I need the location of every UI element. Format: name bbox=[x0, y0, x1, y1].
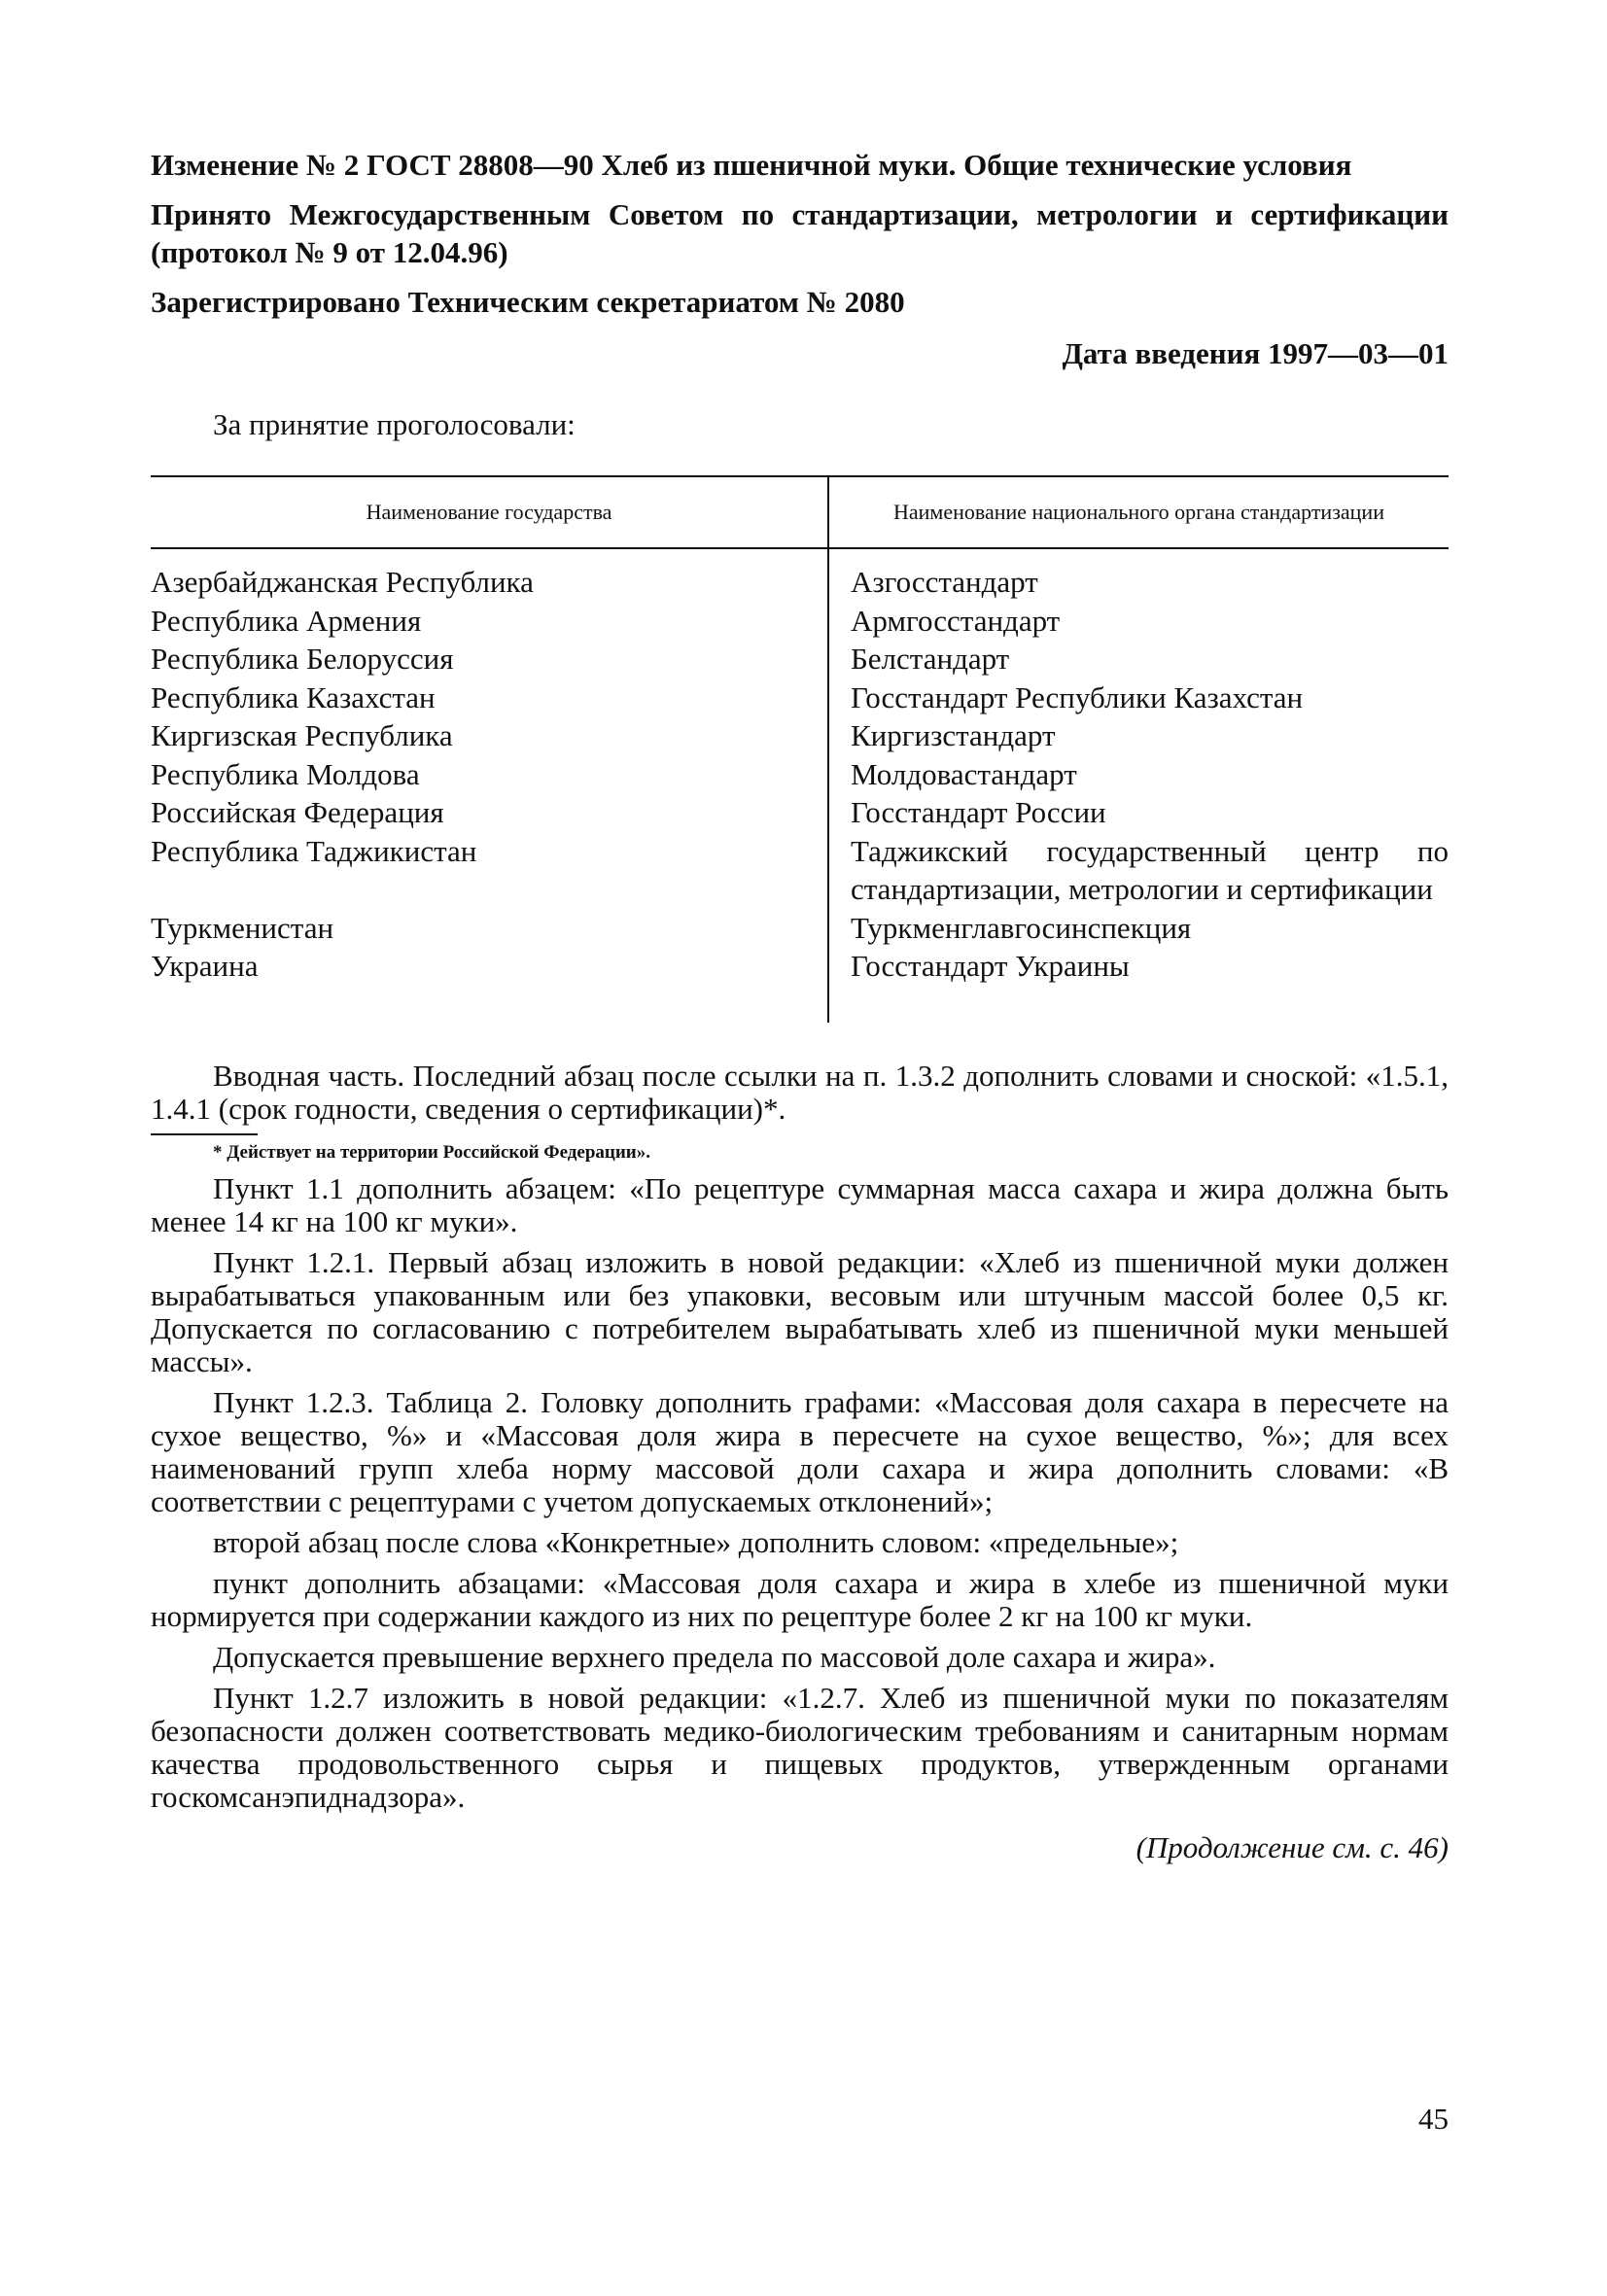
state-name-cell: Республика Казахстан bbox=[151, 678, 828, 717]
paragraph-1-1: Пункт 1.1 дополнить абзацем: «По рецептуре суммарная масса сахара и жира должна быть менее 14 кг на 100 кг муки». bbox=[151, 1170, 1449, 1238]
state-name-cell: Республика Белоруссия bbox=[151, 640, 828, 678]
state-name-cell: Республика Армения bbox=[151, 602, 828, 641]
table-row bbox=[151, 793, 1449, 832]
standards-body-cell: Госстандарт России bbox=[851, 795, 1106, 829]
standards-body-cell: Туркменглавгосинспекция bbox=[851, 910, 1192, 945]
standards-body-cell: Госстандарт Украины bbox=[851, 949, 1130, 983]
table-row bbox=[151, 832, 1449, 909]
table-header-row bbox=[151, 476, 1449, 548]
state-name-cell: Киргизская Республика bbox=[151, 716, 828, 755]
table-row bbox=[151, 909, 1449, 948]
state-name-cell: Туркменистан bbox=[151, 909, 828, 948]
amendment-text bbox=[151, 1060, 1449, 1864]
state-name-cell: Российская Федерация bbox=[151, 793, 828, 832]
standards-body-column-header: Наименование национального органа стандартизации bbox=[828, 476, 1449, 548]
paragraph-1-2-1: Пункт 1.2.1. Первый абзац изложить в новой редакции: «Хлеб из пшеничной муки должен вырабатываться упакованным или без упаковки, весовым или штучным массой более 0,5 кг. Допускается по согласованию с потребителем вырабатывать хлеб из пшеничной муки меньшей массы». bbox=[151, 1244, 1449, 1378]
state-name-cell: Украина bbox=[151, 947, 828, 1023]
paragraph-add-abzacs: пункт дополнить абзацами: «Массовая доля сахара и жира в хлебе из пшеничной муки нормируется при содержании каждого из них по рецептуре более 2 кг на 100 кг муки. bbox=[151, 1565, 1449, 1633]
standards-body-cell: Азгосстандарт bbox=[851, 565, 1038, 599]
introduction-date: Дата введения 1997—03—01 bbox=[1062, 336, 1449, 370]
standards-body-cell: Молдовастандарт bbox=[851, 756, 1077, 791]
paragraph-allowance: Допускается превышение верхнего предела по массовой доле сахара и жира». bbox=[213, 1639, 1216, 1674]
table-row bbox=[151, 640, 1449, 678]
registration-note: Зарегистрировано Техническим секретариатом № 2080 bbox=[151, 285, 905, 319]
table-row bbox=[151, 755, 1449, 794]
adoption-note: Принято Межгосударственным Советом по стандартизации, метрологии и сертификации (протокол № 9 от 12.04.96) bbox=[151, 197, 1449, 269]
standards-body-cell: Армгосстандарт bbox=[851, 603, 1061, 638]
voting-states-table bbox=[151, 475, 1449, 1023]
table-row bbox=[151, 947, 1449, 1023]
standards-body-cell: Киргизстандарт bbox=[851, 718, 1056, 752]
state-name-cell: Республика Молдова bbox=[151, 755, 828, 794]
table-row bbox=[151, 678, 1449, 717]
standards-body-cell: Госстандарт Республики Казахстан bbox=[851, 679, 1304, 714]
amendment-title: Изменение № 2 ГОСТ 28808—90 Хлеб из пшеничной муки. Общие технические условия bbox=[151, 148, 1352, 182]
standards-body-cell: Белстандарт bbox=[851, 642, 1010, 676]
paragraph-second-abzac: второй абзац после слова «Конкретные» дополнить словом: «предельные»; bbox=[213, 1524, 1179, 1559]
table-body bbox=[151, 548, 1449, 1023]
voted-intro: За принятие проголосовали: bbox=[213, 407, 576, 441]
paragraph-1-2-7: Пункт 1.2.7 изложить в новой редакции: «1.2.7. Хлеб из пшеничной муки по показателям безопасности должен соответствовать медико-биологическим требованиям и санитарным нормам качества продовольственного сырья и пищевых продуктов, утвержденным органами госкомсанэпиднадзора». bbox=[151, 1680, 1449, 1814]
standards-body-cell: Таджикский государственный центр по стандартизации, метрологии и сертификации bbox=[851, 833, 1449, 906]
footnote-rule bbox=[151, 1133, 258, 1135]
table-row bbox=[151, 602, 1449, 641]
state-name-cell: Республика Таджикистан bbox=[151, 832, 828, 909]
page-number: 45 bbox=[1418, 2102, 1449, 2136]
table-row bbox=[151, 548, 1449, 602]
state-name-cell: Азербайджанская Республика bbox=[151, 548, 828, 602]
document-page bbox=[151, 146, 1449, 1895]
footnote: * Действует на территории Российской Федерации». bbox=[213, 1141, 651, 1163]
intro-paragraph: Вводная часть. Последний абзац после ссылки на п. 1.3.2 дополнить словами и сноской: «1.5.1, 1.4.1 (срок годности, сведения о сертификации)*. bbox=[151, 1058, 1449, 1126]
continuation-note: (Продолжение см. с. 46) bbox=[1135, 1829, 1449, 1864]
paragraph-1-2-3: Пункт 1.2.3. Таблица 2. Головку дополнить графами: «Массовая доля сахара в пересчете на сухое вещество, %» и «Массовая доля жира в пересчете на сухое вещество, %»; для всех наименований групп хлеба норму массовой доли сахара и жира дополнить словами: «В соответствии с рецептурами с учетом допускаемых отклонений»; bbox=[151, 1384, 1449, 1518]
state-column-header: Наименование государства bbox=[151, 476, 828, 548]
table-row bbox=[151, 716, 1449, 755]
